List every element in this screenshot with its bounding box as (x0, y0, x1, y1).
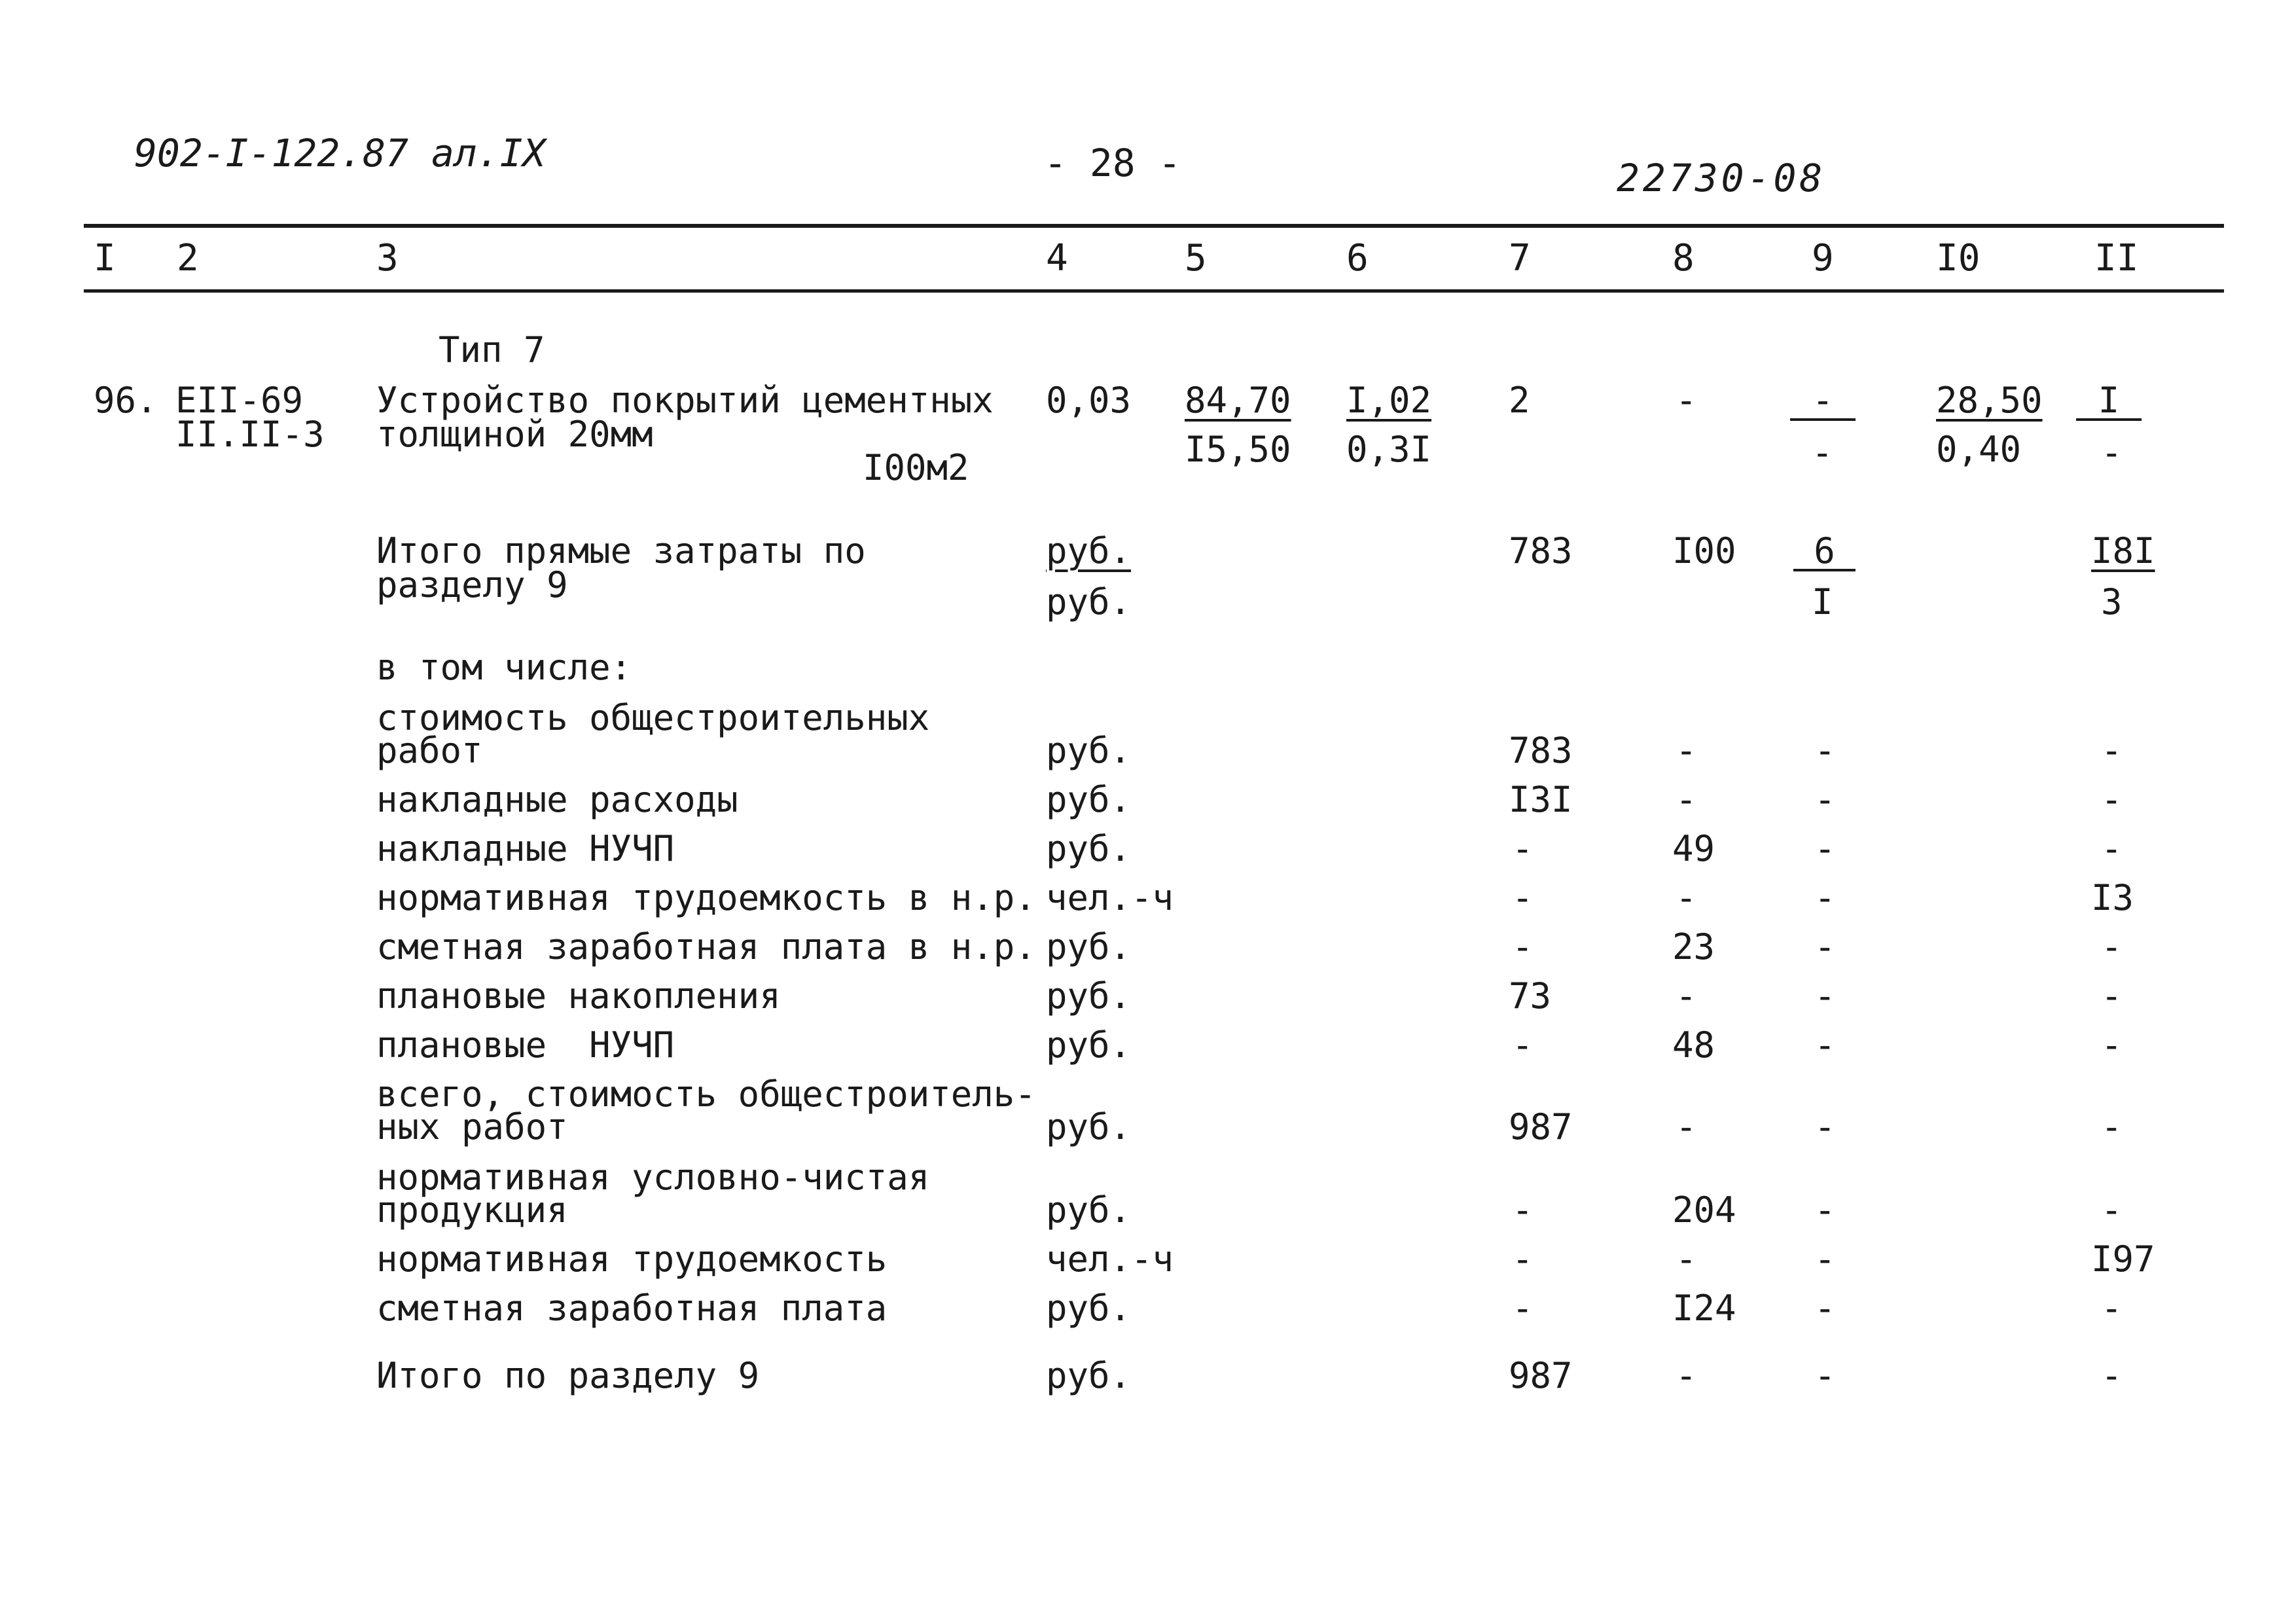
row-description: сметная заработная плата (376, 1288, 888, 1329)
row-col8: - (1676, 975, 1697, 1017)
row-description: стоимость общестроительных (376, 697, 930, 738)
row-unit: руб. (1046, 828, 1132, 869)
row-col8: 49 (1672, 828, 1715, 869)
row-col9: - (1814, 975, 1836, 1017)
row-description: нормативная трудоемкость в н.р. (376, 877, 1036, 918)
row-description-cont: ных работ (376, 1106, 568, 1147)
row-unit: руб. (1046, 1024, 1132, 1066)
document-stamp: 22730-08 (1617, 156, 1826, 200)
column-number-4: 4 (1046, 237, 1068, 280)
direct-costs-label-cont: разделу 9 (376, 564, 568, 605)
direct-costs-col8: I00 (1672, 530, 1736, 571)
row-col7: - (1512, 828, 1534, 869)
direct-costs-col11-bottom: 3 (2101, 581, 2123, 623)
row-col7: 987 (1509, 1106, 1573, 1147)
item-col10-top: 28,50 (1936, 380, 2043, 421)
item-col9-bottom: - (1812, 432, 1833, 473)
column-number-3: 3 (376, 237, 399, 280)
row-col11: - (2101, 779, 2123, 820)
row-col9: - (1814, 730, 1836, 771)
row-col9: - (1814, 877, 1836, 918)
item-col7: 2 (1509, 380, 1530, 421)
row-col11: - (2101, 975, 2123, 1017)
row-col7: I3I (1509, 779, 1573, 820)
row-col8: - (1676, 877, 1697, 918)
table-top-rule (84, 224, 2224, 228)
page-number: - 28 - (1044, 141, 1181, 185)
table-header-rule (84, 289, 2224, 293)
item-col11-top: I (2076, 383, 2142, 421)
column-number-6: 6 (1346, 237, 1369, 280)
direct-costs-col7: 783 (1509, 530, 1573, 571)
row-col7: - (1512, 926, 1534, 967)
row-col8: - (1676, 779, 1697, 820)
row-col11: - (2101, 1288, 2123, 1329)
item-code: ЕII-69 (175, 380, 304, 421)
row-col7: - (1512, 1024, 1534, 1066)
item-col5-bottom: I5,50 (1185, 429, 1291, 470)
item-description-cont: толщиной 20мм (376, 414, 653, 455)
row-unit: руб. (1046, 926, 1132, 967)
item-col11-bottom: - (2101, 432, 2123, 473)
section-total-col9: - (1814, 1355, 1836, 1396)
section-total-unit: руб. (1046, 1355, 1132, 1396)
document-code: 902-Ι-122.87 ал.IX (134, 131, 546, 175)
row-unit: руб. (1046, 730, 1132, 771)
row-col8: - (1676, 1106, 1697, 1147)
row-description: накладные расходы (376, 779, 738, 820)
row-col9: - (1814, 1106, 1836, 1147)
direct-costs-col9-top: 6 (1793, 533, 1856, 571)
column-number-7: 7 (1509, 237, 1531, 280)
section-total-col7: 987 (1509, 1355, 1573, 1396)
row-col11: - (2101, 1106, 2123, 1147)
row-col7: 783 (1509, 730, 1573, 771)
row-col11: - (2101, 730, 2123, 771)
row-col11: I3 (2091, 877, 2134, 918)
row-col9: - (1814, 1288, 1836, 1329)
type-label: Тип 7 (439, 329, 545, 370)
including-label: в том числе: (376, 647, 632, 688)
direct-costs-unit-secondary: руб. (1046, 581, 1132, 623)
row-description: нормативная трудоемкость (376, 1238, 888, 1280)
row-description: плановые накопления (376, 975, 781, 1017)
column-number-8: 8 (1672, 237, 1695, 280)
row-description: всего, стоимость общестроитель- (376, 1074, 1036, 1115)
row-unit: чел.-ч (1046, 877, 1174, 918)
row-col9: - (1814, 828, 1836, 869)
row-col8: 23 (1672, 926, 1715, 967)
item-unit: I00м2 (863, 447, 969, 488)
row-col8: 204 (1672, 1189, 1736, 1231)
row-col11: - (2101, 1024, 2123, 1066)
direct-costs-unit: руб. (1046, 530, 1132, 571)
row-unit: руб. (1046, 779, 1132, 820)
item-col8: - (1676, 380, 1697, 421)
column-number-1: I (94, 237, 116, 280)
row-col7: - (1512, 1238, 1534, 1280)
row-col11: - (2101, 1189, 2123, 1231)
item-code-secondary: II.II-3 (175, 414, 325, 455)
row-col9: - (1814, 1238, 1836, 1280)
item-col6-top: I,02 (1346, 380, 1432, 421)
row-col11: - (2101, 926, 2123, 967)
column-number-10: I0 (1936, 237, 1981, 280)
column-number-5: 5 (1185, 237, 1207, 280)
row-col7: 73 (1509, 975, 1552, 1017)
item-number: 96. (94, 380, 158, 421)
row-col7: - (1512, 877, 1534, 918)
item-col5-top: 84,70 (1185, 380, 1291, 421)
row-description: накладные НУЧП (376, 828, 675, 869)
column-number-9: 9 (1812, 237, 1834, 280)
row-description-cont: продукция (376, 1189, 568, 1231)
row-col9: - (1814, 926, 1836, 967)
direct-costs-col9-bottom: I (1812, 581, 1833, 623)
row-col11: - (2101, 828, 2123, 869)
section-total-label: Итого по разделу 9 (376, 1355, 760, 1396)
row-col9: - (1814, 1189, 1836, 1231)
item-description: Устройство покрытий цементных (376, 380, 994, 421)
row-unit: руб. (1046, 1106, 1132, 1147)
row-unit: руб. (1046, 1189, 1132, 1231)
row-col8: - (1676, 1238, 1697, 1280)
row-description: сметная заработная плата в н.р. (376, 926, 1036, 967)
row-col9: - (1814, 1024, 1836, 1066)
row-col11: I97 (2091, 1238, 2155, 1280)
section-total-col8: - (1676, 1355, 1697, 1396)
column-number-11: II (2094, 237, 2139, 280)
row-description: плановые НУЧП (376, 1024, 675, 1066)
row-unit: чел.-ч (1046, 1238, 1174, 1280)
row-col7: - (1512, 1189, 1534, 1231)
item-col10-bottom: 0,40 (1936, 429, 2022, 470)
row-description: нормативная условно-чистая (376, 1157, 930, 1198)
row-col8: 48 (1672, 1024, 1715, 1066)
row-col8: - (1676, 730, 1697, 771)
row-unit: руб. (1046, 975, 1132, 1017)
section-total-col11: - (2101, 1355, 2123, 1396)
row-col9: - (1814, 779, 1836, 820)
row-col7: - (1512, 1288, 1534, 1329)
row-description-cont: работ (376, 730, 483, 771)
item-col6-bottom: 0,3I (1346, 429, 1432, 470)
column-number-2: 2 (177, 237, 199, 280)
item-col9-top: - (1790, 383, 1856, 421)
direct-costs-col11-top: I8I (2091, 530, 2155, 571)
direct-costs-label: Итого прямые затраты по (376, 530, 866, 571)
item-quantity: 0,03 (1046, 380, 1132, 421)
row-col8: I24 (1672, 1288, 1736, 1329)
row-unit: руб. (1046, 1288, 1132, 1329)
